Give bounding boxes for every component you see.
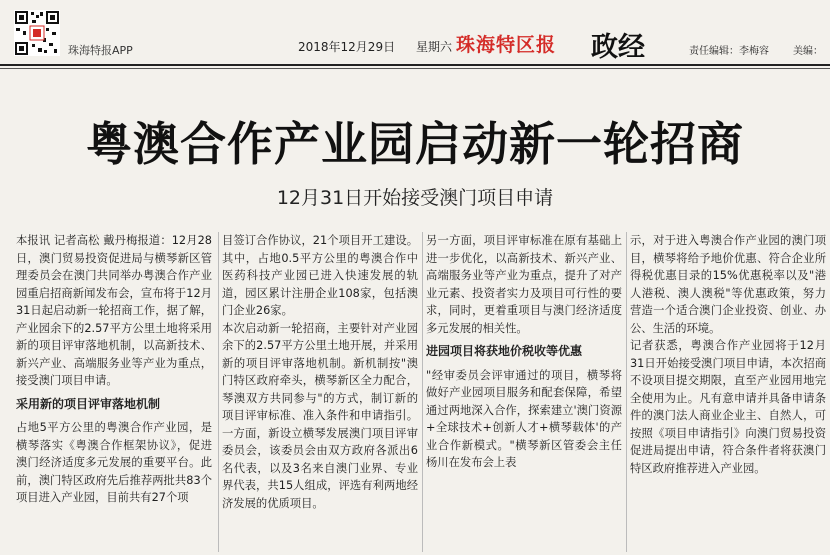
subheadline: 12月31日开始接受澳门项目申请: [276, 187, 554, 209]
paragraph: 示，对于进入粤澳合作产业园的澳门项目，横琴将给予地价优惠、符合企业所得税优惠目录的15%优惠税率以及"港人港税、澳人澳税"等优惠政策，努力营造一个适合澳门企业投资、创业、办公、生活的环境。: [630, 234, 826, 335]
article-column-3: [426, 232, 622, 472]
newspaper-logo: 珠海特区报: [456, 34, 557, 56]
column-divider: [626, 232, 627, 552]
section-subhead: 采用新的项目评审落地机制: [16, 396, 161, 411]
app-name: 珠海特报APP: [68, 44, 133, 57]
qr-code-icon[interactable]: [14, 10, 60, 56]
header-rule-thin: [0, 68, 830, 69]
article-column-1: [16, 232, 212, 507]
section-subhead: 进园项目将获地价税收等优惠: [426, 344, 583, 358]
paragraph: 本次启动新一轮招商，主要针对产业园余下的2.57平方公里土地开展，并采用新的项目评审落地机制。新机制按"澳门特区政府牵头，横琴新区全力配合，琴澳双方共同参与"的方式，制订新的项目评审标准、准入条件和申请指引。一方面，新设立横琴发展澳门项目评审委员会，该委员会由双方政府各派出6名代表，以及3名来自澳门业界、专业界代表，共15人组成，评选有利两地经济发展的优质项目。: [222, 321, 418, 510]
paragraph: 记者获悉，粤澳合作产业园将于12月31日开始接受澳门项目申请，本次招商不设项目提交期限，直至产业园用地完全使用为止。凡有意申请并具备申请条件的澳门法人商业企业主、自然人，可按照《项目申请指引》向澳门贸易投资促进局提出申请，符合条件者将获澳门特区政府推荐进入产业园。: [630, 339, 826, 475]
header-rule: [0, 64, 830, 66]
paragraph: 占地5平方公里的粤澳合作产业园，是横琴落实《粤澳合作框架协议》，促进澳门经济适度多元发展的重要平台。此前，澳门特区政府先后推荐两批共83个项目进入产业园，目前共有27个项: [16, 421, 212, 504]
article-column-4: [630, 232, 826, 477]
issue-date: 2018年12月29日: [298, 40, 396, 54]
paragraph: 本报讯 记者高松 戴丹梅报道：12月28日，澳门贸易投资促进局与横琴新区管理委员会在澳门共同举办粤澳合作产业园重启招商新闻发布会，宣布将于12月31日起启动新一轮招商工作，据了解，产业园余下的2.57平方公里土地将采用新的项目评审落地机制，以高新技术、新兴产业、高端服务业等产业为重点，接受澳门项目申请。: [16, 234, 212, 387]
responsible-editor: 责任编辑：李梅容: [689, 46, 769, 57]
paragraph: "经审委员会评审通过的项目，横琴将做好产业园项目服务和配套保障，希望通过两地深入合作，探索建立'澳门资源+全球技术+创新人才+横琴载体'的产业合作新模式。"横琴新区管委会主任杨川在发布会上表: [426, 368, 622, 469]
art-editor: 美编：: [793, 46, 823, 57]
weekday: 星期六: [416, 40, 453, 54]
headline: 粤澳合作产业园启动新一轮招商: [86, 117, 744, 171]
page-header: [0, 0, 830, 64]
section-title: 政经: [591, 32, 645, 63]
column-divider: [218, 232, 219, 552]
paragraph: 另一方面，项目评审标准在原有基础上进一步优化，以高新技术、新兴产业、高端服务业等产业为重点，提升了对产业元素、投资者实力及项目可行性的要求，同时，更着重项目与澳门经济适度多元发展的相关性。: [426, 234, 622, 335]
paragraph: 目签订合作协议，21个项目开工建设。其中，占地0.5平方公里的粤澳合作中医药科技产业园已进入快速发展的轨道，园区累计注册企业108家，包括澳门企业26家。: [222, 234, 418, 317]
column-divider: [422, 232, 423, 552]
article-column-2: [222, 232, 418, 512]
